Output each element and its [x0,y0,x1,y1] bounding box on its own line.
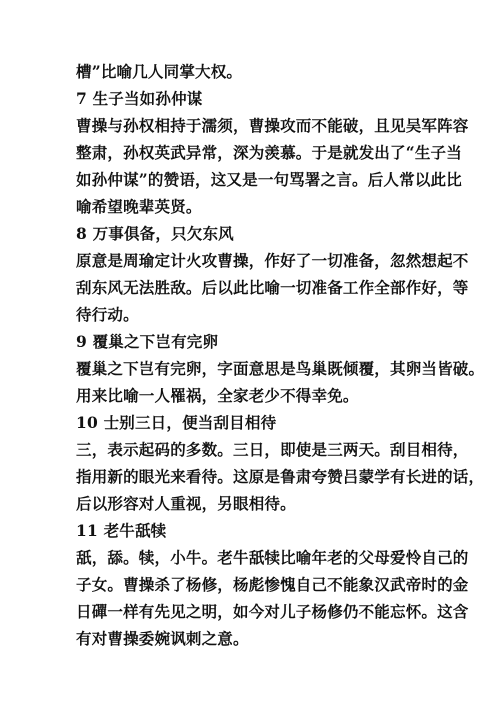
document-body [76,58,485,652]
text-line: 槽”比喻几人同掌大权。 [76,62,243,81]
text-line: 曹操与孙权相持于濡须，曹操攻而不能破，且见吴军阵容 [76,116,469,135]
text-line: 三，表示起码的多数。三日，即使是三两天。刮目相待， [76,440,469,459]
section-heading-10: 10 士别三日，便当刮目相待 [76,413,277,432]
text-line: 整肃，孙权英武异常，深为羡慕。于是就发出了“生子当 [76,143,462,162]
text-line: 刮东风无法胜敌。后以此比喻一切准备工作全部作好，等 [76,278,469,297]
text-line: 覆巢之下岂有完卵，字面意思是鸟巢既倾覆，其卵当皆破。 [76,359,485,378]
section-heading-11: 11 老牛舐犊 [76,521,167,540]
text-line: 如孙仲谋”的赞语，这又是一句骂署之言。后人常以此比 [76,170,462,189]
section-heading-7: 7 生子当如孙仲谋 [76,89,203,108]
section-heading-8: 8 万事俱备，只欠东风 [76,224,234,243]
text-line: 用来比喻一人罹祸，全家老少不得幸免。 [76,386,359,405]
text-line: 后以形容对人重视，另眼相待。 [76,494,296,513]
text-line: 子女。曹操杀了杨修，杨彪惨愧自己不能象汉武帝时的金 [76,575,469,594]
text-line: 原意是周瑜定计火攻曹操，作好了一切准备，忽然想起不 [76,251,469,270]
section-heading-9: 9 覆巢之下岂有完卵 [76,332,219,351]
text-line: 舐，舔。犊，小牛。老牛舐犊比喻年老的父母爱怜自己的 [76,548,469,567]
text-line: 有对曹操委婉讽刺之意。 [76,629,249,648]
text-line: 指用新的眼光来看待。这原是鲁肃夸赞吕蒙学有长进的话， [76,467,485,486]
text-line: 喻希望晚辈英贤。 [76,197,202,216]
text-line: 待行动。 [76,305,139,324]
text-line: 日磾一样有先见之明，如今对儿子杨修仍不能忘怀。这含 [76,602,469,621]
